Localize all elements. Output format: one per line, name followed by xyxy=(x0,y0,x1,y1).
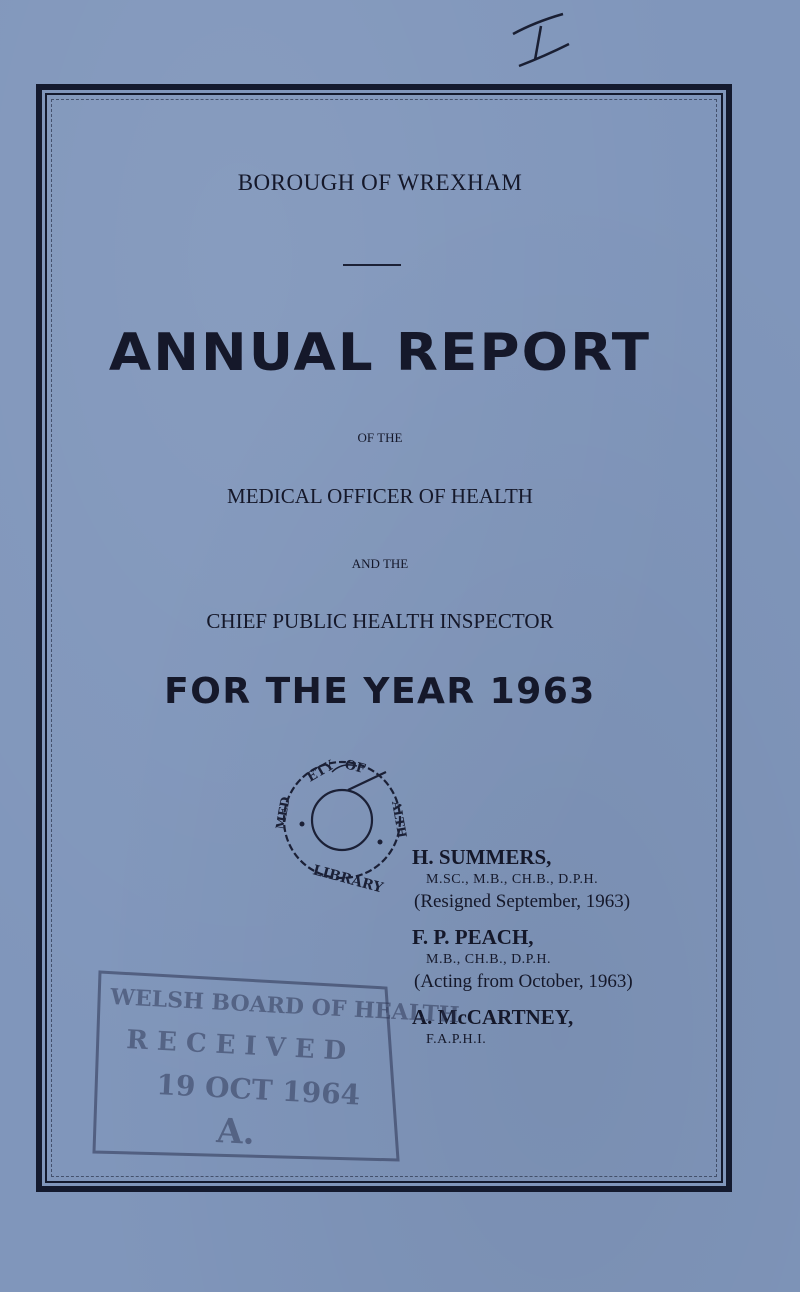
svg-text:19 OCT 1964: 19 OCT 1964 xyxy=(155,1068,361,1112)
officer-note: (Acting from October, 1963) xyxy=(414,971,633,992)
officer-note: (Resigned September, 1963) xyxy=(414,891,631,912)
and-the-label: AND THE xyxy=(351,556,409,571)
library-seal-icon xyxy=(262,742,422,897)
svg-text:OF: OF xyxy=(342,757,367,778)
inspector-title: CHIEF PUBLIC HEALTH INSPECTOR xyxy=(206,609,554,633)
of-the-label: OF THE xyxy=(357,430,403,445)
officer-name: A. McCARTNEY, xyxy=(412,1005,574,1029)
svg-text:ALTH: ALTH xyxy=(389,800,410,840)
officer-qualifications: M.SC., M.B., CH.B., D.P.H. xyxy=(426,872,599,887)
handwritten-mark-icon xyxy=(505,4,575,74)
svg-text:ETY: ETY xyxy=(304,758,338,786)
title-divider xyxy=(343,264,401,266)
report-year: FOR THE YEAR 1963 xyxy=(164,671,596,712)
officer-name: H. SUMMERS, xyxy=(412,845,552,869)
svg-text:MED: MED xyxy=(273,795,293,831)
svg-text:A.: A. xyxy=(215,1111,256,1153)
officer-entry xyxy=(412,924,712,994)
borough-name: BOROUGH OF WREXHAM xyxy=(237,170,523,195)
officer-qualifications: M.B., CH.B., D.P.H. xyxy=(426,952,552,967)
officer-qualifications: F.A.P.H.I. xyxy=(426,1032,487,1047)
officer-title: MEDICAL OFFICER OF HEALTH xyxy=(227,484,533,508)
officer-name: F. P. PEACH, xyxy=(412,925,534,949)
svg-text:WELSH BOARD OF HEALTH: WELSH BOARD OF HEALTH xyxy=(109,984,461,1029)
svg-text:R E C E I V E D: R E C E I V E D xyxy=(125,1025,347,1067)
svg-text:LIBRARY: LIBRARY xyxy=(310,862,385,897)
officer-entry xyxy=(412,844,712,914)
report-title: ANNUAL REPORT xyxy=(108,323,652,383)
